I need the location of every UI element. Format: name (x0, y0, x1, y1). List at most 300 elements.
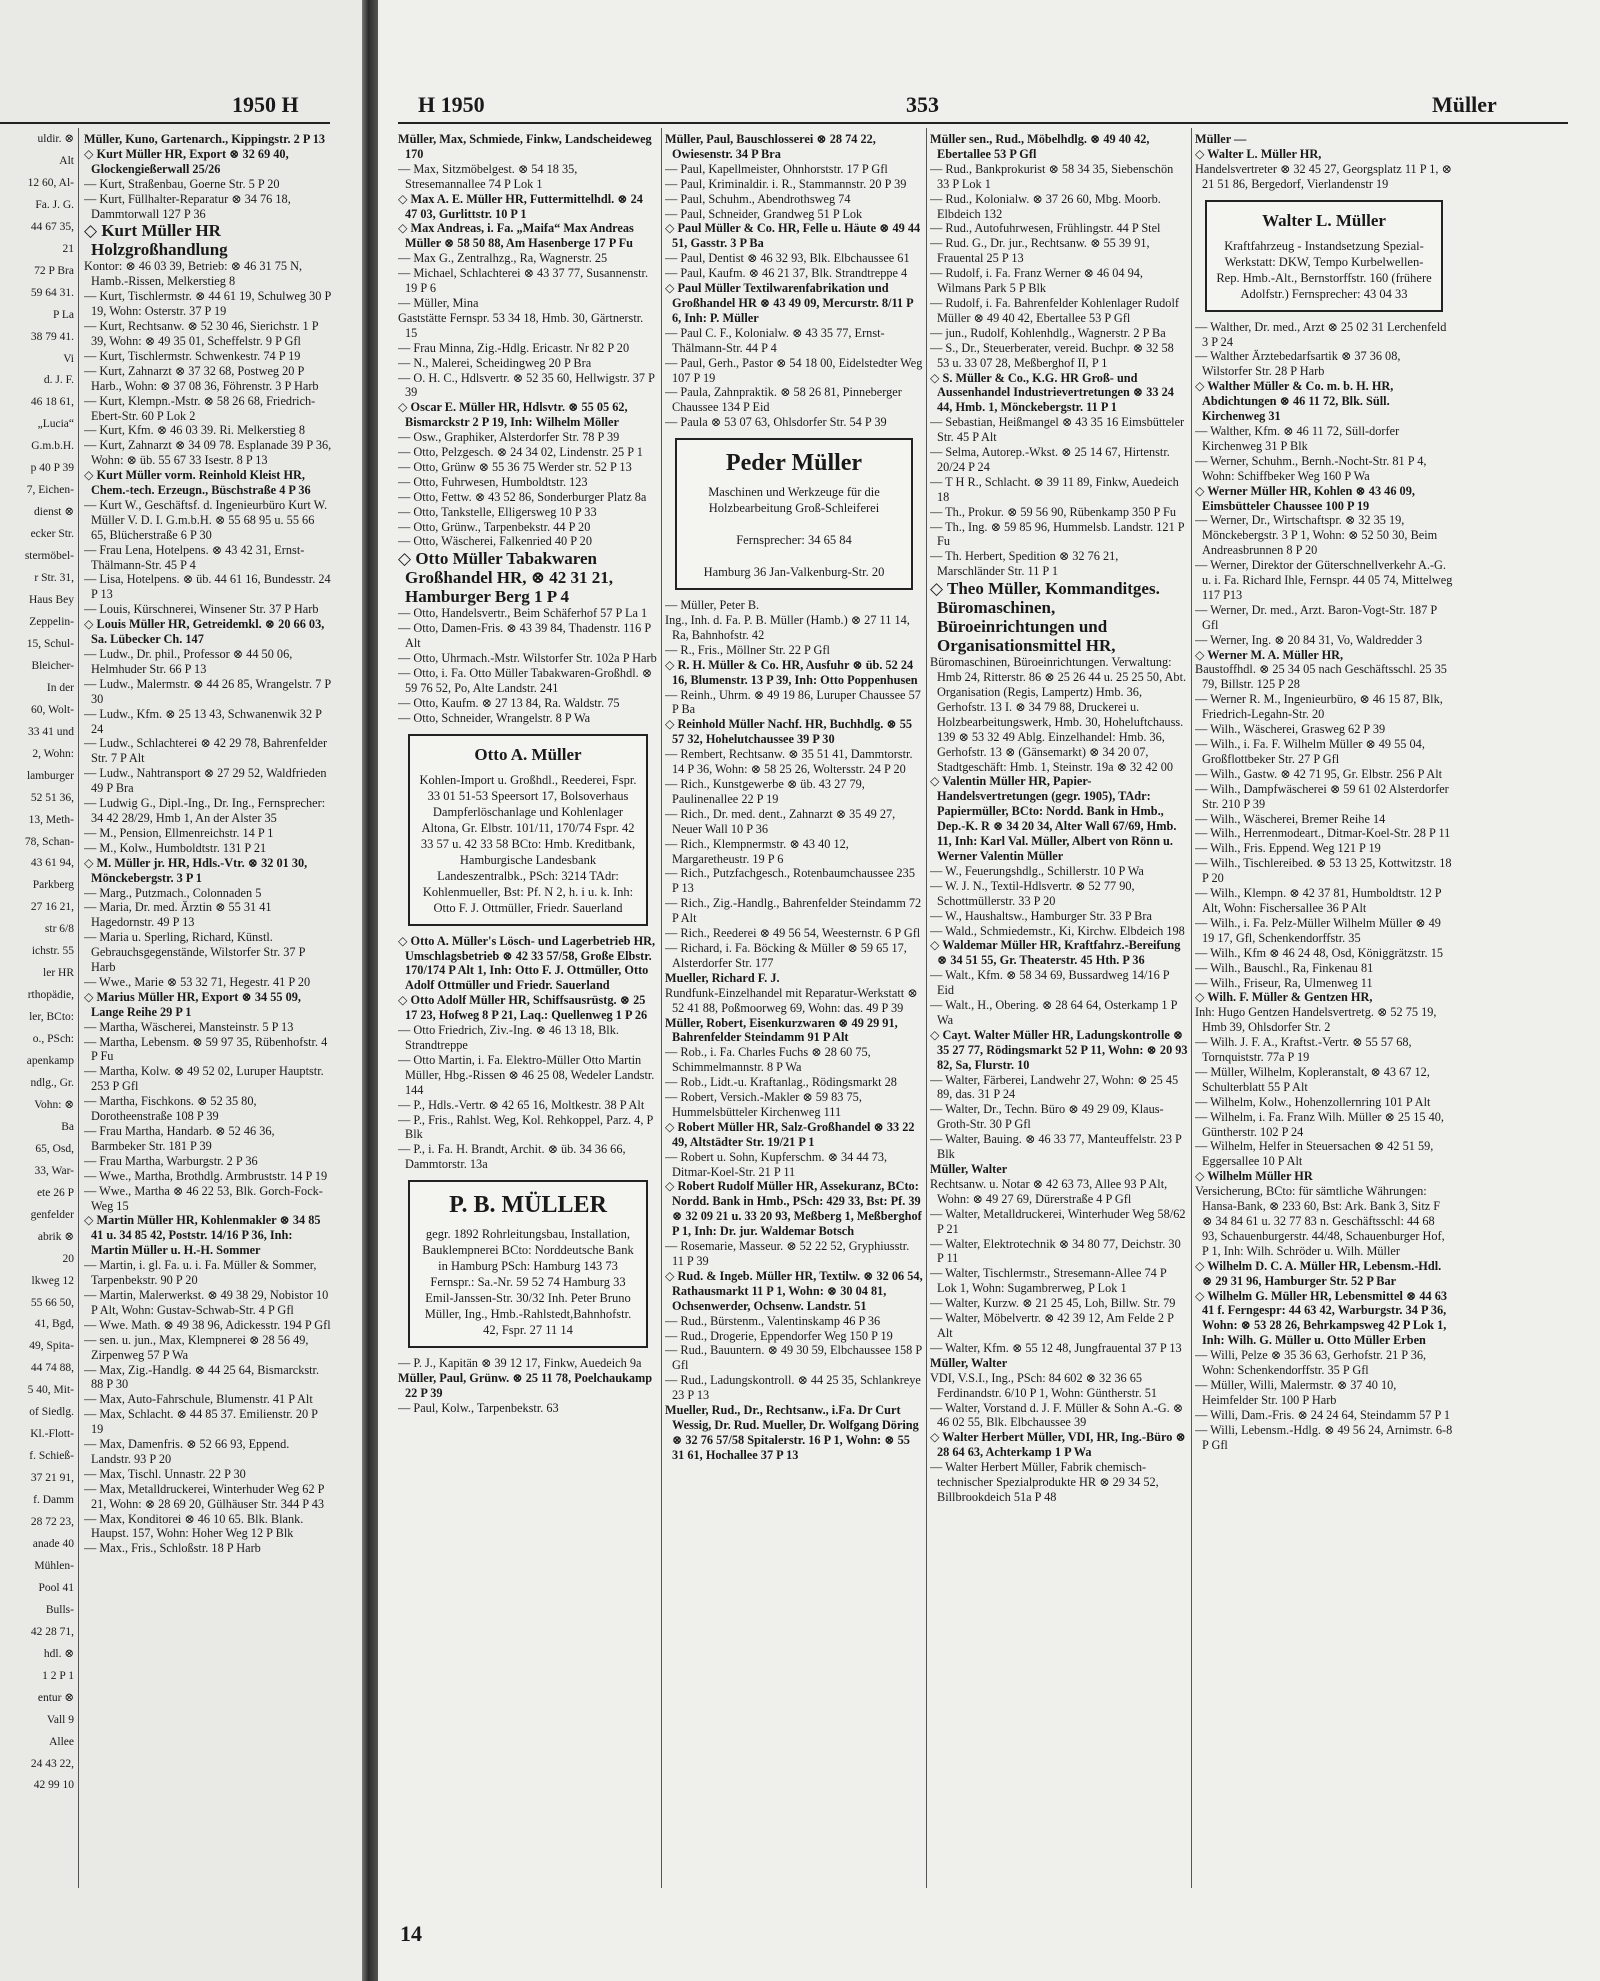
cut-text-fragment: 43 61 94, (30, 857, 74, 870)
directory-entry: — Rich., Dr. med. dent., Zahnarzt ⊗ 35 49 27, Neuer Wall 10 P 36 (665, 806, 896, 836)
directory-entry: — Th., Prokur. ⊗ 59 56 90, Rübenkamp 350 P Fu (930, 504, 1177, 519)
directory-entry: Müller, Paul, Bauschlosserei ⊗ 28 74 22, Owiesenstr. 34 P Bra (665, 132, 876, 161)
column-rule (78, 128, 79, 1888)
directory-entry: — Wald., Schmiedemstr., Ki, Kirchw. Elbdeich 198 (930, 923, 1185, 938)
directory-entry: ◇ Walter L. Müller HR, (1195, 146, 1322, 161)
directory-entry: ◇ M. Müller jr. HR, Hdls.-Vtr. ⊗ 32 01 30, Mönckebergstr. 3 P 1 (84, 855, 308, 885)
cut-text-fragment: 27 16 21, (30, 901, 74, 914)
directory-entry: — Walt., Kfm. ⊗ 58 34 69, Bussardweg 14/16 P Eid (930, 968, 1170, 998)
directory-entry: — Walter, Vorstand d. J. F. Müller & Sohn A.-G. ⊗ 46 02 55, Blk. Elbchaussee 39 (930, 1400, 1184, 1430)
directory-entry: — Lisa, Hotelpens. ⊗ üb. 44 61 16, Bundesstr. 24 P 13 (84, 572, 331, 602)
directory-entry: — Wilhelm, i. Fa. Franz Wilh. Müller ⊗ 25 15 40, Güntherstr. 102 P 24 (1195, 1109, 1444, 1139)
cut-text-fragment: Kl.-Flott- (30, 1428, 74, 1441)
directory-entry: — Ludw., Nahtransport ⊗ 27 29 52, Waldfrieden 49 P Bra (84, 766, 327, 796)
directory-entry: ◇ Wilhelm G. Müller HR, Lebensmittel ⊗ 44 63 41 f. Ferngespr: 44 63 42, Warburgstr. 34 P 36, Wohn: ⊗ 53 28 26, Behrkampsweg 42 P Lok 1, Inh: Wilh. G. Müller u. Otto Müller Erben (1195, 1288, 1448, 1348)
cut-text-fragment: 20 (62, 1252, 74, 1265)
directory-entry: ◇ Reinhold Müller Nachf. HR, Buchhdlg. ⊗ 55 57 32, Hohelutchaussee 39 P 30 (665, 717, 913, 747)
directory-entry: ◇ Walther Müller & Co. m. b. H. HR, Abdichtungen ⊗ 46 11 72, Blk. Süll. Kirchenweg 31 (1195, 379, 1394, 424)
cut-text-fragment: 44 67 35, (30, 220, 74, 233)
directory-entry: — Wwe., Martha, Brothdlg. Armbruststr. 14 P 19 (84, 1168, 328, 1183)
directory-entry: — Werner, Direktor der Güterschnellverkehr A.-G. u. i. Fa. Richard Ihle, Fernspr. 44 05 74, Mittelweg 117 P13 (1195, 558, 1453, 602)
directory-entry: — Walt., H., Obering. ⊗ 28 64 64, Osterkamp 1 P Wa (930, 998, 1178, 1027)
directory-entry: Müller, Robert, Eisenkurzwaren ⊗ 49 29 91, Bahrenfelder Steindamm 91 P Alt (665, 1015, 898, 1045)
directory-entry: — Kurt, Klempn.-Mstr. ⊗ 58 26 68, Friedrich-Ebert-Str. 60 P Lok 2 (84, 393, 316, 423)
directory-entry: — Martin, Malerwerkst. ⊗ 49 38 29, Nobistor 10 P Alt, Wohn: Gustav-Schwab-Str. 4 P Gfl (84, 1287, 329, 1317)
directory-entry: — M., Kolw., Humboldtstr. 131 P 21 (84, 840, 267, 855)
directory-entry: — Otto Friedrich, Ziv.-Ing. ⊗ 46 13 18, Blk. Strandtreppe (398, 1023, 619, 1052)
directory-entry: — Otto, Schneider, Wrangelstr. 8 P Wa (398, 710, 591, 725)
directory-entry: — Wwe. Math. ⊗ 49 38 96, Adickesstr. 194 P Gfl (84, 1317, 331, 1332)
directory-entry: — Max, Tischl. Unnastr. 22 P 30 (84, 1466, 246, 1481)
directory-entry: — Wilh., Wäscherei, Grasweg 62 P 39 (1195, 722, 1386, 737)
cut-text-fragment: 46 18 61, (30, 396, 74, 409)
cut-text-fragment: str 6/8 (44, 923, 74, 936)
directory-entry: ◇ Paul Müller & Co. HR, Felle u. Häute ⊗ 49 44 51, Gasstr. 3 P Ba (665, 221, 921, 251)
directory-entry: — Marg., Putzmach., Colonnaden 5 (84, 885, 262, 900)
cut-text-fragment: Ba (61, 1120, 74, 1133)
cut-text-fragment: Alt (59, 154, 74, 167)
directory-entry: — Max, Metalldruckerei, Winterhuder Weg 62 P 21, Wohn: ⊗ 28 69 20, Gülhäuser Str. 344 P 43 (84, 1481, 325, 1511)
directory-entry: — Müller, Mina (398, 295, 479, 310)
cut-text-fragment: f. Damm (33, 1494, 74, 1507)
cut-text-fragment: Bleicher- (31, 659, 74, 672)
directory-entry: — jun., Rudolf, Kohlenhdlg., Wagnerstr. 2 P Ba (930, 325, 1166, 340)
directory-entry: — Paul C. F., Kolonialw. ⊗ 43 35 77, Ernst-Thälmann-Str. 44 P 4 (665, 325, 885, 355)
directory-entry: Müller, Walter (930, 1162, 1008, 1176)
cut-text-fragment: f. Schieß- (29, 1450, 74, 1463)
directory-entry: — O. H. C., Hdlsvertr. ⊗ 52 35 60, Hellwigstr. 37 P 39 (398, 370, 655, 400)
cut-text-fragment: 13, Meth- (28, 813, 74, 826)
directory-entry: — Werner, Ing. ⊗ 20 84 31, Vo, Waldredder 3 (1195, 632, 1423, 647)
cut-text-fragment: 33, War- (34, 1164, 74, 1177)
directory-entry: ◇ R. H. Müller & Co. HR, Ausfuhr ⊗ üb. 52 24 16, Blumenstr. 13 P 39, Inh: Otto Poppenhusen (665, 657, 918, 687)
cut-text-fragment: 65, Osd, (35, 1142, 74, 1155)
directory-entry: — N., Malerei, Scheidingweg 20 P Bra (398, 355, 592, 370)
directory-entry: — Walther Ärztebedarfsartik ⊗ 37 36 08, Wilstorfer Str. 28 P Harb (1195, 349, 1401, 379)
directory-entry: — Kurt, Kfm. ⊗ 46 03 39. Ri. Melkerstieg 8 (84, 423, 306, 438)
cut-text-fragment: In der (46, 681, 74, 694)
directory-column-2 (665, 132, 923, 1877)
directory-entry: — Wilh., Friseur, Ra, Ulmenweg 11 (1195, 975, 1373, 990)
directory-entry: — Robert, Versich.-Makler ⊗ 59 83 75, Hummelsbütteler Kirchenweg 111 (665, 1090, 862, 1119)
directory-entry: ◇ Wilhelm Müller HR (1195, 1169, 1313, 1184)
directory-entry: — Osw., Graphiker, Alsterdorfer Str. 78 P 39 (398, 430, 620, 445)
directory-entry: — Kurt, Tischlermstr. Schwenkestr. 74 P 19 (84, 348, 301, 363)
directory-entry: — Paul, Kapellmeister, Ohnhorststr. 17 P Gfl (665, 161, 888, 176)
directory-entry: Gaststätte Fernspr. 53 34 18, Hmb. 30, Gärtnerstr. 15 (398, 310, 644, 340)
directory-entry: — Frau Martha, Warburgstr. 2 P 36 (84, 1153, 258, 1168)
directory-entry: — Walter, Tischlermstr., Stresemann-Allee 74 P Lok 1, Wohn: Sugambrerweg, P Lok 1 (930, 1266, 1167, 1296)
advertisement-title: Peder Müller (725, 450, 863, 477)
directory-entry: ◇ Kurt Müller HR Holzgroßhandlung (84, 221, 228, 260)
cut-text-fragment: Fa. J. G. (35, 198, 74, 211)
cut-text-fragment: 78, Schan- (24, 835, 74, 848)
directory-entry: — Ludw., Dr. phil., Professor ⊗ 44 50 06, Helmhuder Str. 66 P 13 (84, 647, 293, 676)
cut-text-fragment: 2, Wohn: (32, 747, 74, 760)
directory-entry: — Kurt, Rechtsanw. ⊗ 52 30 46, Sierichstr. 1 P 39, Wohn: ⊗ 49 35 01, Scheffelstr. 9 P Gfl (84, 319, 319, 348)
directory-entry: — Wilhelm, Helfer in Steuersachen ⊗ 42 51 59, Eggersallee 10 P Alt (1195, 1139, 1434, 1169)
cut-text-fragment: Pool 41 (38, 1581, 74, 1594)
directory-entry: — Sebastian, Heißmangel ⊗ 43 35 16 Eimsbütteler Str. 45 P Alt (930, 415, 1185, 445)
directory-entry: — Walter, Kurzw. ⊗ 21 25 45, Loh, Billw. Str. 79 (930, 1296, 1176, 1311)
directory-entry: — Willi, Dam.-Fris. ⊗ 24 24 64, Steindamm 57 P 1 (1195, 1407, 1451, 1422)
cut-text-fragment: rthopädie, (27, 989, 74, 1002)
directory-entry: — Rud., Bürstenm., Valentinskamp 46 P 36 (665, 1313, 881, 1328)
directory-entry: — Maria u. Sperling, Richard, Künstl. Gebrauchsgegenstände, Wilstorfer Str. 37 P Harb (84, 930, 305, 975)
directory-entry: — Otto, Fuhrwesen, Humboldtstr. 123 (398, 474, 588, 489)
directory-entry: ◇ Rud. & Ingeb. Müller HR, Textilw. ⊗ 32 06 54, Rathausmarkt 11 P 1, Wohn: ⊗ 30 04 81, Ochsenwerder, Ochsenw. Landstr. 51 (665, 1268, 923, 1313)
header-rule (0, 122, 330, 124)
directory-entry: — Wilh., Klempn. ⊗ 42 37 81, Humboldtstr. 12 P Alt, Wohn: Fischersallee 36 P Alt (1195, 886, 1442, 915)
directory-entry: — Rich., Klempnermstr. ⊗ 43 40 12, Margaretheustr. 19 P 6 (665, 836, 849, 866)
directory-entry: — Werner, Dr., Wirtschaftspr. ⊗ 32 35 19, Mönckebergstr. 3 P 1, Wohn: ⊗ 52 50 30, Beim Andreasbrunnen 8 P 20 (1195, 513, 1438, 558)
cut-text-fragment: 42 99 10 (33, 1779, 74, 1792)
directory-entry: ◇ Martin Müller HR, Kohlenmakler ⊗ 34 85 41 u. 34 85 42, Poststr. 14/16 P 36, Inh: Martin Müller u. H.-H. Sommer (84, 1213, 321, 1258)
directory-entry: — Michael, Schlachterei ⊗ 43 37 77, Susannenstr. 19 P 6 (398, 266, 649, 296)
cut-text-fragment: 5 40, Mit- (27, 1384, 74, 1397)
page-number: 353 (906, 92, 939, 117)
directory-entry: — Ludw., Kfm. ⊗ 25 13 43, Schwanenwik 32 P 24 (84, 706, 322, 736)
directory-entry: — Walter, Metalldruckerei, Winterhuder Weg 58/62 P 21 (930, 1206, 1186, 1236)
directory-entry: — Ludw., Malermstr. ⊗ 44 26 85, Wrangelstr. 7 P 30 (84, 676, 331, 706)
cut-text-fragment: 72 P Bra (34, 264, 74, 277)
directory-entry: Versicherung, BCto: für sämtliche Währungen: Hansa-Bank, ⊗ 233 60, Bst: Ark. Bank 3, Sitz F ⊗ 34 84 61 u. 32 77 83 n. Geschäftsschl: 44 68 93, Schauenburgerstr. 44/48, Schauenburger Hof, P 1, Inh: Wilh. Schröder u. Wilh. Müller (1195, 1184, 1445, 1258)
directory-entry: ◇ Kurt Müller vorm. Reinhold Kleist HR, Chem.-tech. Erzeugn., Büschstraße 4 P 36 (84, 468, 311, 498)
directory-entry: — Kurt, Füllhalter-Reparatur ⊗ 34 76 18, Dammtorwall 127 P 36 (84, 191, 291, 221)
directory-entry: — Rud., Ladungskontroll. ⊗ 44 25 35, Schlankreye 23 P 13 (665, 1373, 921, 1403)
directory-entry: — Rudolf, i. Fa. Bahrenfelder Kohlenlager Rudolf Müller ⊗ 49 40 42, Ebertallee 53 P Gfl (930, 295, 1179, 325)
directory-entry: ◇ S. Müller & Co., K.G. HR Groß- und Aussenhandel Industrievertretungen ⊗ 33 24 44, Hmb. 1, Mönckebergstr. 11 P 1 (930, 370, 1174, 415)
directory-entry: — T H R., Schlacht. ⊗ 39 11 89, Finkw, Auedeich 18 (930, 474, 1179, 504)
directory-entry: — Max, Zig.-Handlg. ⊗ 44 25 64, Bismarckstr. 88 P 30 (84, 1362, 320, 1392)
directory-entry: — Rembert, Rechtsanw. ⊗ 35 51 41, Dammtorstr. 14 P 36, Wohn: ⊗ 58 25 26, Woltersstr. 24 P 20 (665, 747, 913, 777)
advertisement-box (408, 734, 648, 926)
cut-text-fragment: entur ⊗ (37, 1691, 74, 1704)
directory-entry: — Max., Fris., Schloßstr. 18 P Harb (84, 1541, 261, 1556)
directory-entry: — Paul, Kriminaldir. i. R., Stammannstr. 20 P 39 (665, 176, 907, 191)
directory-entry: — Rich., Putzfachgesch., Rotenbaumchaussee 235 P 13 (665, 866, 915, 896)
cut-text-fragment: 60, Wolt- (31, 703, 74, 716)
directory-entry: — Otto, i. Fa. Otto Müller Tabakwaren-Großhdl. ⊗ 59 76 52, Po, Alte Landstr. 241 (398, 666, 653, 695)
directory-entry: ◇ Kurt Müller HR, Export ⊗ 32 69 40, Glockengießerwall 25/26 (84, 146, 289, 176)
directory-entry: — Kurt, Straßenbau, Goerne Str. 5 P 20 (84, 176, 280, 191)
directory-entry: — Wilh., Gastw. ⊗ 42 71 95, Gr. Elbstr. 256 P Alt (1195, 766, 1443, 781)
directory-entry: — P. J., Kapitän ⊗ 39 12 17, Finkw, Auedeich 9a (398, 1356, 642, 1371)
directory-entry: — Wilh., i. Fa. F. Wilhelm Müller ⊗ 49 55 04, Großflottbeker Str. 27 P Gfl (1195, 737, 1425, 766)
cut-text-fragment: stermöbel- (24, 550, 74, 563)
directory-entry: ◇ Wilh. F. Müller & Gentzen HR, (1195, 990, 1373, 1005)
directory-entry: ◇ Waldemar Müller HR, Kraftfahrz.-Bereifung ⊗ 34 51 55, Gr. Theaterstr. 45 Hth. P 36 (930, 938, 1181, 968)
cut-text-fragment: anade 40 (32, 1538, 74, 1550)
running-title: Müller (1432, 92, 1497, 117)
directory-entry: — Kurt, Zahnarzt ⊗ 34 09 78. Esplanade 39 P 36, Wohn: ⊗ üb. 55 67 33 Isestr. 8 P 13 (84, 438, 332, 468)
cut-text-fragment: Haus Bey (28, 594, 74, 607)
directory-entry: — Wilh., Wäscherei, Bremer Reihe 14 (1195, 811, 1386, 826)
directory-entry: — Walther, Kfm. ⊗ 46 11 72, Süll-dorfer Kirchenweg 31 P Blk (1195, 423, 1400, 453)
directory-entry: — Rich., Reederei ⊗ 49 56 54, Weesternstr. 6 P Gfl (665, 926, 921, 941)
column-rule (661, 128, 662, 1888)
left-main-column (84, 132, 332, 1912)
directory-entry: ◇ Louis Müller HR, Getreidemkl. ⊗ 20 66 03, Sa. Lübecker Ch. 147 (84, 617, 325, 647)
directory-entry: — Martin, i. gl. Fa. u. i. Fa. Müller & Sommer, Tarpenbekstr. 90 P 20 (84, 1258, 317, 1288)
directory-entry: — Rob., Lidt.-u. Kraftanlag., Rödingsmarkt 28 (665, 1075, 897, 1090)
cut-text-fragment: o., PSch: (32, 1033, 74, 1046)
directory-entry: Mueller, Rud., Dr., Rechtsanw., i.Fa. Dr Curt Wessig, Dr. Rud. Mueller, Dr. Wolfgang Döring ⊗ 32 76 57/58 Spitalerstr. 16 P 1, Wohn: ⊗ 55 31 61, Hochallee 37 P 13 (665, 1403, 919, 1462)
directory-entry: — Müller, Peter B. (665, 598, 760, 613)
directory-entry: — Max, Auto-Fahrschule, Blumenstr. 41 P Alt (84, 1392, 313, 1407)
cut-text-fragment: 12 60, Al- (27, 176, 74, 189)
directory-entry: — Reinh., Uhrm. ⊗ 49 19 86, Luruper Chaussee 57 P Ba (665, 687, 921, 717)
directory-entry: ◇ Walter Herbert Müller, VDI, HR, Ing.-Büro ⊗ 28 64 63, Achterkamp 1 P Wa (930, 1430, 1186, 1460)
directory-entry: — Rich., Zig.-Handlg., Bahrenfelder Steindamm 72 P Alt (665, 896, 922, 926)
cut-text-fragment: Parkberg (32, 879, 74, 892)
directory-entry: Müller, Max, Schmiede, Finkw, Landscheideweg 170 (398, 132, 652, 161)
cut-text-fragment: 41, Bgd, (34, 1318, 74, 1331)
advertisement-box (675, 438, 913, 590)
directory-entry: — Wilh., Fris. Eppend. Weg 121 P 19 (1195, 841, 1381, 856)
directory-entry: — Paul, Schneider, Grandweg 51 P Lok (665, 206, 863, 221)
cut-text-fragment: dienst ⊗ (34, 506, 74, 519)
directory-entry: ◇ Cayt. Walter Müller HR, Ladungskontrolle ⊗ 35 27 77, Rödingsmarkt 52 P 11, Wohn: ⊗ 20 93 82, Sa, Flurstr. 10 (930, 1027, 1188, 1072)
cut-text-fragment: genfelder (30, 1208, 74, 1221)
directory-entry: — Robert u. Sohn, Kupferschm. ⊗ 34 44 73, Ditmar-Koel-Str. 21 P 11 (665, 1149, 888, 1179)
directory-entry: — Th. Herbert, Spedition ⊗ 32 76 21, Marschländer Str. 11 P 1 (930, 549, 1119, 579)
cut-text-fragment: hdl. ⊗ (43, 1647, 74, 1660)
directory-entry: Baustoffhdl. ⊗ 25 34 05 nach Geschäftsschl. 25 35 79, Billstr. 125 P 28 (1195, 662, 1447, 692)
directory-entry: — Wilh., Kfm ⊗ 46 24 48, Osd, Königgrätzstr. 15 (1195, 945, 1443, 960)
cut-text-fragment: 59 64 31. (30, 286, 74, 299)
cut-text-fragment: 7, Eichen- (26, 484, 74, 497)
cut-text-fragment: 55 66 50, (30, 1296, 74, 1309)
directory-entry: ◇ Otto Adolf Müller HR, Schiffsausrüstg. ⊗ 25 17 23, Hofweg 8 P 21, Laq.: Quellenweg 1 P 26 (398, 993, 648, 1023)
cut-text-fragment: „Lucia“ (37, 418, 74, 431)
directory-entry: Inh: Hugo Gentzen Handelsvertretg. ⊗ 52 75 19, Hmb 39, Ohlsdorfer Str. 2 (1195, 1005, 1437, 1035)
directory-entry: ◇ Werner Müller HR, Kohlen ⊗ 43 46 09, Eimsbütteler Chaussee 100 P 19 (1195, 483, 1415, 513)
directory-entry: — P., Hdls.-Vertr. ⊗ 42 65 16, Moltkestr. 38 P Alt (398, 1097, 645, 1112)
left-cut-column (0, 132, 74, 1800)
directory-entry: — Otto, Kaufm. ⊗ 27 13 84, Ra. Waldstr. 75 (398, 695, 620, 710)
cut-text-fragment: p 40 P 39 (30, 462, 74, 475)
directory-entry: — R., Fris., Möllner Str. 22 P Gfl (665, 642, 830, 657)
cut-text-fragment: 37 21 91, (30, 1472, 74, 1485)
directory-entry: — Otto Martin, i. Fa. Elektro-Müller Otto Martin Müller, Hbg.-Rissen ⊗ 46 25 08, Wedeler Landstr. 144 (398, 1052, 655, 1097)
directory-entry: ◇ Robert Rudolf Müller HR, Assekuranz, BCto: Nordd. Bank in Hmb., PSch: 429 33, Bst: Pf. 39 ⊗ 32 09 21 u. 33 20 93, Meßberg 1, Meßberghof P 1, Inh: Dr. jur. Waldemar Botsch (665, 1179, 922, 1239)
cut-text-fragment: apenkamp (26, 1055, 74, 1068)
cut-text-fragment: ichstr. 55 (31, 945, 74, 958)
cut-text-fragment: of Siedlg. (29, 1406, 74, 1419)
directory-entry: — Rud. G., Dr. jur., Rechtsanw. ⊗ 55 39 91, Frauental 25 P 13 (930, 236, 1150, 266)
directory-entry: — Kurt W., Geschäftsf. d. Ingenieurbüro Kurt W. Müller V. D. I. G.m.b.H. ⊗ 55 68 95 u. 55 66 65, Blücherstraße 6 P 30 (84, 497, 328, 542)
cut-text-fragment: 52 51 36, (30, 791, 74, 804)
directory-entry: — Rud., Drogerie, Eppendorfer Weg 150 P 19 (665, 1328, 893, 1343)
directory-entry: — Wilh., Herrenmodeart., Ditmar-Koel-Str. 28 P 11 (1195, 826, 1451, 841)
directory-entry: — Selma, Autorep.-Wkst. ⊗ 25 14 67, Hirtenstr. 20/24 P 24 (930, 445, 1170, 474)
directory-entry: — Rud., Bankprokurist ⊗ 58 34 35, Siebenschön 33 P Lok 1 (930, 161, 1174, 191)
directory-entry: — Otto, Grünw ⊗ 55 36 75 Werder str. 52 P 13 (398, 459, 632, 474)
advertisement-box (1205, 200, 1443, 312)
directory-entry: — Rud., Kolonialw. ⊗ 37 26 60, Mbg. Moorb. Elbdeich 132 (930, 191, 1161, 221)
directory-entry: Mueller, Richard F. J. (665, 970, 780, 985)
cut-text-fragment: r Str. 31, (34, 572, 74, 585)
directory-entry: — W. J. N., Textil-Hdlsvertr. ⊗ 52 77 90, Schottmüllerstr. 33 P 20 (930, 878, 1135, 908)
directory-entry: — Martha, Lebensm. ⊗ 59 97 35, Rübenhofstr. 4 P Fu (84, 1034, 328, 1064)
directory-entry: Rechtsanw. u. Notar ⊗ 42 63 73, Allee 93 P Alt, Wohn: ⊗ 49 27 69, Dürerstraße 4 P Gfl (930, 1176, 1168, 1206)
directory-entry: — Frau Martha, Handarb. ⊗ 52 46 36, Barmbeker Str. 181 P 39 (84, 1124, 275, 1153)
cut-text-fragment: Zeppelin- (29, 615, 74, 628)
cut-text-fragment: Bulls- (45, 1603, 74, 1616)
cut-text-fragment: Vi (63, 352, 74, 365)
cut-text-fragment: G.m.b.H. (31, 440, 74, 453)
advertisement-title: Otto A. Müller (474, 744, 582, 764)
advertisement-body: Maschinen und Werkzeuge für die Holzbearbeitung Groß-Schleiferei Fernsprecher: 34 65 84 Hamburg 36 Jan-Valkenburg-Str. 20 (703, 485, 885, 580)
directory-entry: — Paul, Schuhm., Abendrothsweg 74 (665, 191, 851, 206)
directory-entry: — Walter, Dr., Techn. Büro ⊗ 49 29 09, Klaus-Groth-Str. 30 P Gfl (930, 1102, 1164, 1132)
directory-entry: — Rosemarie, Masseur. ⊗ 52 22 52, Gryphiusstr. 11 P 39 (665, 1239, 910, 1268)
cut-text-fragment: P La (53, 308, 74, 321)
directory-entry: — Max, Damenfris. ⊗ 52 66 93, Eppend. Landstr. 93 P 20 (84, 1437, 290, 1466)
cut-text-fragment: 24 43 22, (30, 1757, 74, 1770)
directory-entry: — Walter, Elektrotechnik ⊗ 34 80 77, Deichstr. 30 P 11 (930, 1236, 1181, 1266)
directory-entry: Ing., Inh. d. Fa. P. B. Müller (Hamb.) ⊗ 27 11 14, Ra, Bahnhofstr. 42 (665, 613, 910, 642)
directory-entry: Kontor: ⊗ 46 03 39, Betrieb: ⊗ 46 31 75 N, Hamb.-Rissen, Melkerstieg 8 (84, 259, 303, 289)
column-rule (1191, 128, 1192, 1888)
directory-entry: — Frau Lena, Hotelpens. ⊗ 43 42 31, Ernst-Thälmann-Str. 45 P 4 (84, 542, 305, 572)
cut-text-fragment: uldir. ⊗ (37, 133, 74, 145)
directory-entry: — Otto, Tankstelle, Elligersweg 10 P 33 (398, 504, 597, 519)
directory-entry: — P., i. Fa. H. Brandt, Archit. ⊗ üb. 34 36 66, Dammtorstr. 13a (398, 1142, 626, 1172)
directory-entry: — Paul, Gerh., Pastor ⊗ 54 18 00, Eidelstedter Weg 107 P 19 (665, 355, 923, 385)
directory-entry: — Walter, Möbelvertr. ⊗ 42 39 12, Am Felde 2 P Alt (930, 1311, 1174, 1340)
directory-entry: Müller — (1195, 132, 1247, 146)
cut-text-fragment: 21 (62, 242, 74, 255)
directory-entry: — Wilh., Bauschl., Ra, Finkenau 81 (1195, 960, 1374, 975)
directory-entry: — Wilh., i. Fa. Pelz-Müller Wilhelm Müller ⊗ 49 19 17, Gfl, Schenkendorffstr. 35 (1195, 915, 1441, 945)
directory-entry: — Otto, Damen-Fris. ⊗ 43 39 84, Thadenstr. 116 P Alt (398, 621, 651, 651)
advertisement-title: Walter L. Müller (1262, 210, 1386, 230)
directory-entry: — Martha, Fischkons. ⊗ 52 35 80, Dorotheenstraße 108 P 39 (84, 1094, 257, 1124)
cut-text-fragment: ler, BCto: (29, 1011, 74, 1024)
directory-entry: — Richard, i. Fa. Böcking & Müller ⊗ 59 65 17, Alsterdorfer Str. 177 (665, 940, 907, 970)
directory-entry: — Rudolf, i. Fa. Franz Werner ⊗ 46 04 94, Wilmans Park 5 P Blk (930, 266, 1143, 296)
directory-entry: Rundfunk-Einzelhandel mit Reparatur-Werkstatt ⊗ 52 41 88, Poßmoorweg 69, Wohn: das. 49 P 39 (665, 985, 918, 1015)
cut-text-fragment: 33 41 und (28, 725, 74, 738)
advertisement-title: P. B. MÜLLER (449, 1192, 607, 1219)
advertisement-body: gegr. 1892 Rohrleitungsbau, Installation, Bauklempnerei BCto: Norddeutsche Bank in Hamburg PSch: Hamburg 143 73 Fernspr.: Sa.-Nr. 59 52 74 Hamburg 33 Emil-Janssen-Str. 30/32 Inh. Peter Bruno Müller, Ing., Hmb.-Rahlstedt,Bahnhofstr. 42, Fspr. 27 11 14 (422, 1227, 634, 1338)
directory-entry: — Otto, Fettw. ⊗ 43 52 86, Sonderburger Platz 8a (398, 489, 647, 504)
directory-entry: ◇ Oscar E. Müller HR, Hdlsvtr. ⊗ 55 05 62, Bismarckstr 2 P 19, Inh: Wilhelm Möller (398, 400, 628, 430)
directory-entry: — Rob., i. Fa. Charles Fuchs ⊗ 28 60 75, Schimmelmannstr. 8 P Wa (665, 1045, 871, 1075)
directory-entry: — Martha, Kolw. ⊗ 49 52 02, Luruper Hauptstr. 253 P Gfl (84, 1064, 324, 1094)
directory-entry: — Müller, Wilhelm, Kopleranstalt, ⊗ 43 67 12, Schulterblatt 55 P Alt (1195, 1064, 1430, 1094)
directory-entry: ◇ Max A. E. Müller HR, Futtermittelhdl. ⊗ 24 47 03, Gurlittstr. 10 P 1 (398, 191, 643, 221)
cut-text-fragment: 49, Spita- (29, 1340, 74, 1353)
directory-entry: — Werner, Dr. med., Arzt. Baron-Vogt-Str. 187 P Gfl (1195, 602, 1437, 632)
directory-entry: — Paul, Dentist ⊗ 46 32 93, Blk. Elbchaussee 61 (665, 251, 910, 266)
cut-text-fragment: 44 74 88, (30, 1362, 74, 1375)
cut-text-fragment: 42 28 71, (30, 1625, 74, 1638)
cut-text-fragment: lkweg 12 (31, 1274, 74, 1287)
directory-column-1 (398, 132, 658, 1877)
cut-text-fragment: 38 79 41. (30, 330, 74, 343)
left-page (0, 0, 362, 1981)
directory-entry: — Müller, Willi, Malermstr. ⊗ 37 40 10, Heimfelder Str. 100 P Harb (1195, 1377, 1397, 1407)
directory-entry: — Kurt, Zahnarzt ⊗ 37 32 68, Postweg 20 P Harb., Wohn: ⊗ 37 08 36, Föhrenstr. 3 P Harb (84, 363, 319, 393)
book-gutter (362, 0, 378, 1981)
directory-entry: ◇ Wilhelm D. C. A. Müller HR, Lebensm.-Hdl. ⊗ 29 31 96, Hamburger Str. 52 P Bar (1195, 1258, 1442, 1288)
directory-entry: — Ludw., Schlachterei ⊗ 42 29 78, Bahrenfelder Str. 7 P Alt (84, 736, 328, 766)
directory-entry: — Rud., Autofuhrwesen, Frühlingstr. 44 P Stel (930, 221, 1161, 236)
directory-entry: ◇ Marius Müller HR, Export ⊗ 34 55 09, Lange Reihe 29 P 1 (84, 989, 301, 1019)
directory-entry: — Werner, Schuhm., Bernh.-Nocht-Str. 81 P 4, Wohn: Schiffbeker Weg 160 P Wa (1195, 453, 1427, 483)
directory-entry: — S., Dr., Steuerberater, vereid. Buchpr. ⊗ 32 58 53 u. 33 07 28, Meßberghof II, P 1 (930, 340, 1174, 370)
directory-entry: — Walter Herbert Müller, Fabrik chemisch-technischer Spezialprodukte HR ⊗ 29 34 52, Billbrookdeich 51a P 48 (930, 1460, 1159, 1504)
header-rule (398, 122, 1568, 124)
directory-entry: Müller, Paul, Grünw. ⊗ 25 11 78, Poelchaukamp 22 P 39 (398, 1371, 653, 1400)
directory-entry: — Willi, Pelze ⊗ 35 36 63, Gerhofstr. 21 P 36, Wohn: Schenkendorffstr. 35 P Gfl (1195, 1348, 1427, 1378)
directory-entry: — Rich., Kunstgewerbe ⊗ üb. 43 27 79, Paulinenallee 22 P 19 (665, 777, 865, 806)
directory-entry: ◇ Max Andreas, i. Fa. „Maifa“ Max Andreas Müller ⊗ 58 50 88, Am Hasenberge 17 P Fu (398, 221, 634, 251)
directory-entry: — Kurt, Tischlermstr. ⊗ 44 61 19, Schulweg 30 P 19, Wohn: Osterstr. 37 P 19 (84, 289, 331, 319)
cut-text-fragment: lamburger (26, 769, 74, 782)
directory-entry: ◇ Robert Müller HR, Salz-Großhandel ⊗ 33 22 49, Altstädter Str. 19/21 P 1 (665, 1119, 915, 1149)
directory-entry: — Wilh., Tischlereibed. ⊗ 53 13 25, Kottwitzstr. 18 P 20 (1195, 856, 1452, 886)
directory-entry: ◇ Valentin Müller HR, Papier-Handelsvertretungen (gegr. 1905), TAdr: Papiermüller, BCto: Nordd. Bank in Hmb., Dep.-K. R ⊗ 34 20 34, Alter Wall 67/69, Hmb. 11, Inh: Karl Val. Müller, Albert von Rönn u. Werner Valentin Müller (930, 774, 1177, 863)
cut-text-fragment: Vohn: ⊗ (34, 1098, 74, 1111)
advertisement-body: Kraftfahrzeug - Instandsetzung Spezial-Werkstatt: DKW, Tempo Kurbelwellen-Rep. Hmb.-Alt., Bernstorffstr. 160 (frühere Adolfstr.) Fernsprecher: 43 04 33 (1216, 238, 1432, 301)
column-rule (926, 128, 927, 1888)
directory-entry: — Paula ⊗ 53 07 63, Ohlsdorfer Str. 54 P 39 (665, 415, 887, 430)
directory-entry: — Paul, Kolw., Tarpenbekstr. 63 (398, 1400, 559, 1415)
directory-entry: — Martha, Wäscherei, Mansteinstr. 5 P 13 (84, 1019, 294, 1034)
directory-entry: — P., Fris., Rahlst. Weg, Kol. Rehkoppel, Parz. 4, P Blk (398, 1112, 653, 1142)
directory-entry: — sen. u. jun., Max, Klempnerei ⊗ 28 56 49, Zirpenweg 57 P Wa (84, 1332, 309, 1362)
directory-entry: — Walther, Dr. med., Arzt ⊗ 25 02 31 Lerchenfeld 3 P 24 (1195, 319, 1447, 349)
directory-entry: ◇ Otto A. Müller's Lösch- und Lagerbetrieb HR, Umschlagsbetrieb ⊗ 42 33 57/58, Große Elbstr. 170/174 P Alt 1, Inh: Otto F. J. Ottmüller, Otto Adolf Ottmüller und Friedr. Sauerland (398, 933, 656, 993)
directory-column-4 (1195, 132, 1453, 1877)
directory-entry: ◇ Otto Müller Tabakwaren Großhandel HR, ⊗ 42 31 21, Hamburger Berg 1 P 4 (398, 549, 614, 607)
cut-text-fragment: 15, Schul- (26, 637, 74, 650)
directory-entry: — Otto, Pelzgesch. ⊗ 24 34 02, Lindenstr. 25 P 1 (398, 445, 643, 460)
directory-entry: — Paula, Zahnpraktik. ⊗ 58 26 81, Pinneberger Chaussee 134 P Eid (665, 385, 902, 415)
directory-entry: Müller sen., Rud., Möbelhdlg. ⊗ 49 40 42, Ebertallee 53 P Gfl (930, 132, 1150, 161)
directory-entry: Müller, Walter (930, 1355, 1008, 1370)
cut-text-fragment: ecker Str. (30, 528, 74, 541)
cut-text-fragment: ndlg., Gr. (30, 1076, 74, 1089)
directory-entry: — Max, Sitzmöbelgest. ⊗ 54 18 35, Stresemannallee 74 P Lok 1 (398, 161, 578, 191)
directory-entry: ◇ Theo Müller, Kommanditges. Büromaschinen, Büroeinrichtungen und Organisationsmittel HR, (930, 579, 1160, 656)
directory-entry: — Max G., Zentralhzg., Ra, Wagnerstr. 25 (398, 251, 608, 266)
directory-entry: Büromaschinen, Büroeinrichtungen. Verwaltung: Hmb 24, Ritterstr. 86 ⊗ 25 26 44 u. 25 25 50, Abt. Organisation (Regis, Lampertz) Hmb. 36, Gerhofstr. 13 I. ⊗ 34 79 88, Druckerei u. Holzbearbeitungswerk, Hmb. 30, Hoheluftchauss. 139 ⊗ 53 32 49 Ablg. Einzelhandel: Hmb. 36, Gerhofstr. 13 ⊗ (Gänsemarkt) ⊗ 34 20 07, Stadtgeschäft: Hmb. 1, Steinstr. 19a ⊗ 32 42 00 (930, 655, 1187, 774)
directory-column-3 (930, 132, 1188, 1877)
directory-entry: — Werner R. M., Ingenieurbüro, ⊗ 46 15 87, Blk, Friedrich-Legahn-Str. 20 (1195, 692, 1443, 722)
directory-entry: — W., Feuerungshdlg., Schillerstr. 10 P Wa (930, 863, 1144, 878)
advertisement-box (408, 1180, 648, 1348)
directory-entry: — W., Haushaltsw., Hamburger Str. 33 P Bra (930, 908, 1152, 923)
directory-entry: — Willi, Lebensm.-Hdlg. ⊗ 49 56 24, Arnimstr. 6-8 P Gfl (1195, 1422, 1453, 1452)
cut-text-fragment: abrik ⊗ (37, 1230, 74, 1243)
directory-entry: — Otto, Grünw., Tarpenbekstr. 44 P 20 (398, 519, 591, 534)
page-footer-number: 14 (400, 1921, 422, 1946)
cut-text-fragment: Vall 9 (46, 1713, 74, 1726)
right-page-header-left: H 1950 (418, 92, 485, 117)
directory-entry: — Wilh. J. F. A., Kraftst.-Vertr. ⊗ 55 57 68, Tornquiststr. 77a P 19 (1195, 1035, 1412, 1065)
cut-text-fragment: Mühlen- (34, 1559, 74, 1572)
cut-text-fragment: Allee (49, 1735, 74, 1748)
directory-entry: — Walter, Färberei, Landwehr 27, Wohn: ⊗ 25 45 89, das. 31 P 24 (930, 1072, 1179, 1102)
right-page (378, 0, 1600, 1981)
directory-entry: — Max, Konditorei ⊗ 46 10 65. Blk. Blank. Haupst. 157, Wohn: Hoher Weg 12 P Blk (84, 1511, 304, 1541)
directory-entry: VDI, V.S.I., Ing., PSch: 84 602 ⊗ 32 36 65 Ferdinandstr. 6/10 P 1, Wohn: Güntherstr. 51 (930, 1370, 1158, 1400)
